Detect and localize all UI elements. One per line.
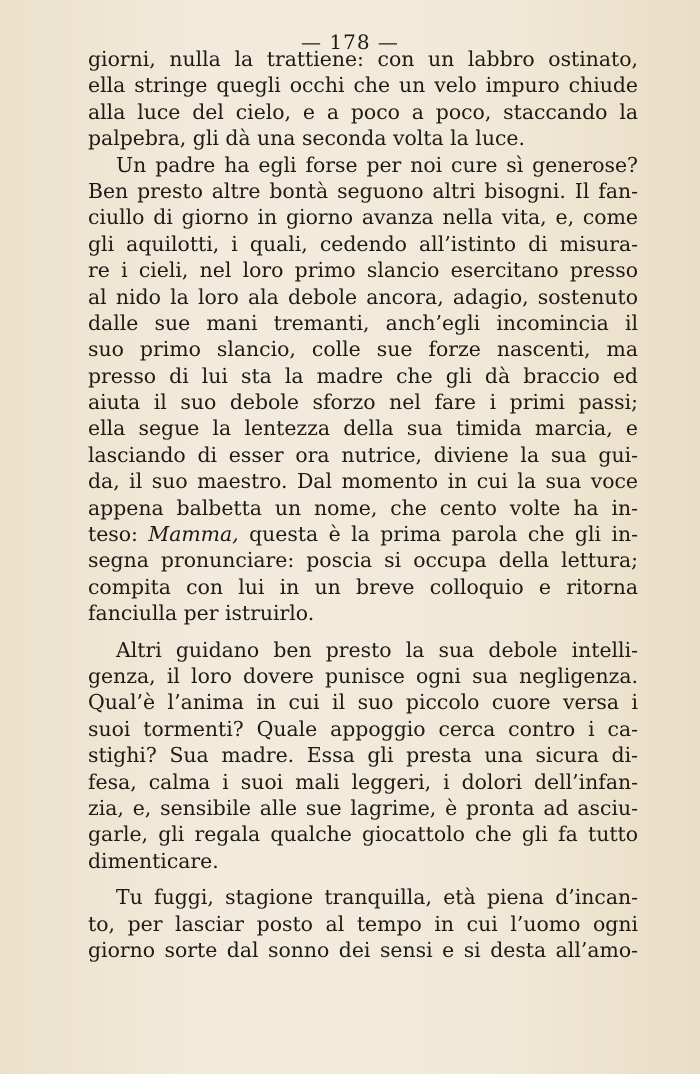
text-line: Qual’è l’anima in cui il suo piccolo cuore versa i xyxy=(88,690,638,715)
paragraph xyxy=(88,152,638,627)
text-line: garle, gli regala qualche giocattolo che gli fa tutto xyxy=(88,822,638,847)
text-line: stighi? Sua madre. Essa gli presta una sicura di- xyxy=(88,743,638,768)
text-line: presso di lui sta la madre che gli dà braccio ed xyxy=(88,363,638,388)
text-line: dimenticare. xyxy=(88,848,219,873)
text-line: suoi tormenti? Quale appoggio cerca contro i ca- xyxy=(88,716,638,741)
text-line: ciullo di giorno in giorno avanza nella vita, e, come xyxy=(88,205,638,230)
text-line: suo primo slancio, colle sue forze nascenti, ma xyxy=(88,337,638,362)
italic-word: Mamma, xyxy=(148,522,239,547)
text-line: fesa, calma i suoi mali leggeri, i dolori dell’infan- xyxy=(88,769,638,794)
text-line: dalle sue mani tremanti, anch’egli incomincia il xyxy=(88,310,638,335)
text-line: genza, il loro dovere punisce ogni sua negligenza. xyxy=(88,663,638,688)
paragraph-gap xyxy=(88,627,638,637)
text-line: giorni, nulla la trattiene: con un labbro ostinato, xyxy=(88,47,638,71)
text-run: teso: xyxy=(88,522,149,547)
text-line: appena balbetta un nome, che cento volte ha in- xyxy=(88,495,638,520)
text-line xyxy=(88,521,638,547)
text-line: palpebra, gli dà una seconda volta la luce. xyxy=(88,126,525,151)
paragraph xyxy=(88,46,638,152)
page-body-text xyxy=(88,46,638,963)
text-line: da, il suo maestro. Dal momento in cui la sua voce xyxy=(88,469,638,494)
text-line: fanciulla per istruirlo. xyxy=(88,601,315,626)
text-line: zia, e, sensibile alle sue lagrime, è pronta ad asciu- xyxy=(88,795,638,820)
text-line: Ben presto altre bontà seguono altri bisogni. Il fan- xyxy=(88,178,638,203)
text-line: compita con lui in un breve colloquio e ritorna xyxy=(88,574,638,599)
paragraph xyxy=(88,637,638,875)
text-line: to, per lasciar posto al tempo in cui l’uomo ogni xyxy=(88,911,638,936)
text-line: segna pronunciare: poscia si occupa della lettura; xyxy=(88,548,638,573)
page-number: — 178 — xyxy=(301,30,399,54)
text-line: aiuta il suo debole sforzo nel fare i primi passi; xyxy=(88,390,638,415)
text-line: lasciando di esser ora nutrice, diviene la sua gui- xyxy=(88,442,638,467)
text-line: ella segue la lentezza della sua timida marcia, e xyxy=(88,416,638,441)
text-line: re i cieli, nel loro primo slancio esercitano presso xyxy=(88,258,638,283)
text-line: al nido la loro ala debole ancora, adagio, sostenuto xyxy=(88,284,638,309)
paragraph-gap xyxy=(88,874,638,884)
text-line: Un padre ha egli forse per noi cure sì generose? xyxy=(116,152,638,177)
text-line: alla luce del cielo, e a poco a poco, staccando la xyxy=(88,99,638,124)
text-line: Altri guidano ben presto la sua debole intelli- xyxy=(116,637,638,662)
text-line: ella stringe quegli occhi che un velo impuro chiude xyxy=(88,73,638,98)
paragraph xyxy=(88,884,638,963)
text-line: Tu fuggi, stagione tranquilla, età piena d’incan- xyxy=(116,885,638,910)
text-line: giorno sorte dal sonno dei sensi e si desta all’amo- xyxy=(88,937,638,962)
text-run: questa è la prima parola che gli in- xyxy=(238,522,638,547)
text-line: gli aquilotti, i quali, cedendo all’istinto di misura- xyxy=(88,231,638,256)
